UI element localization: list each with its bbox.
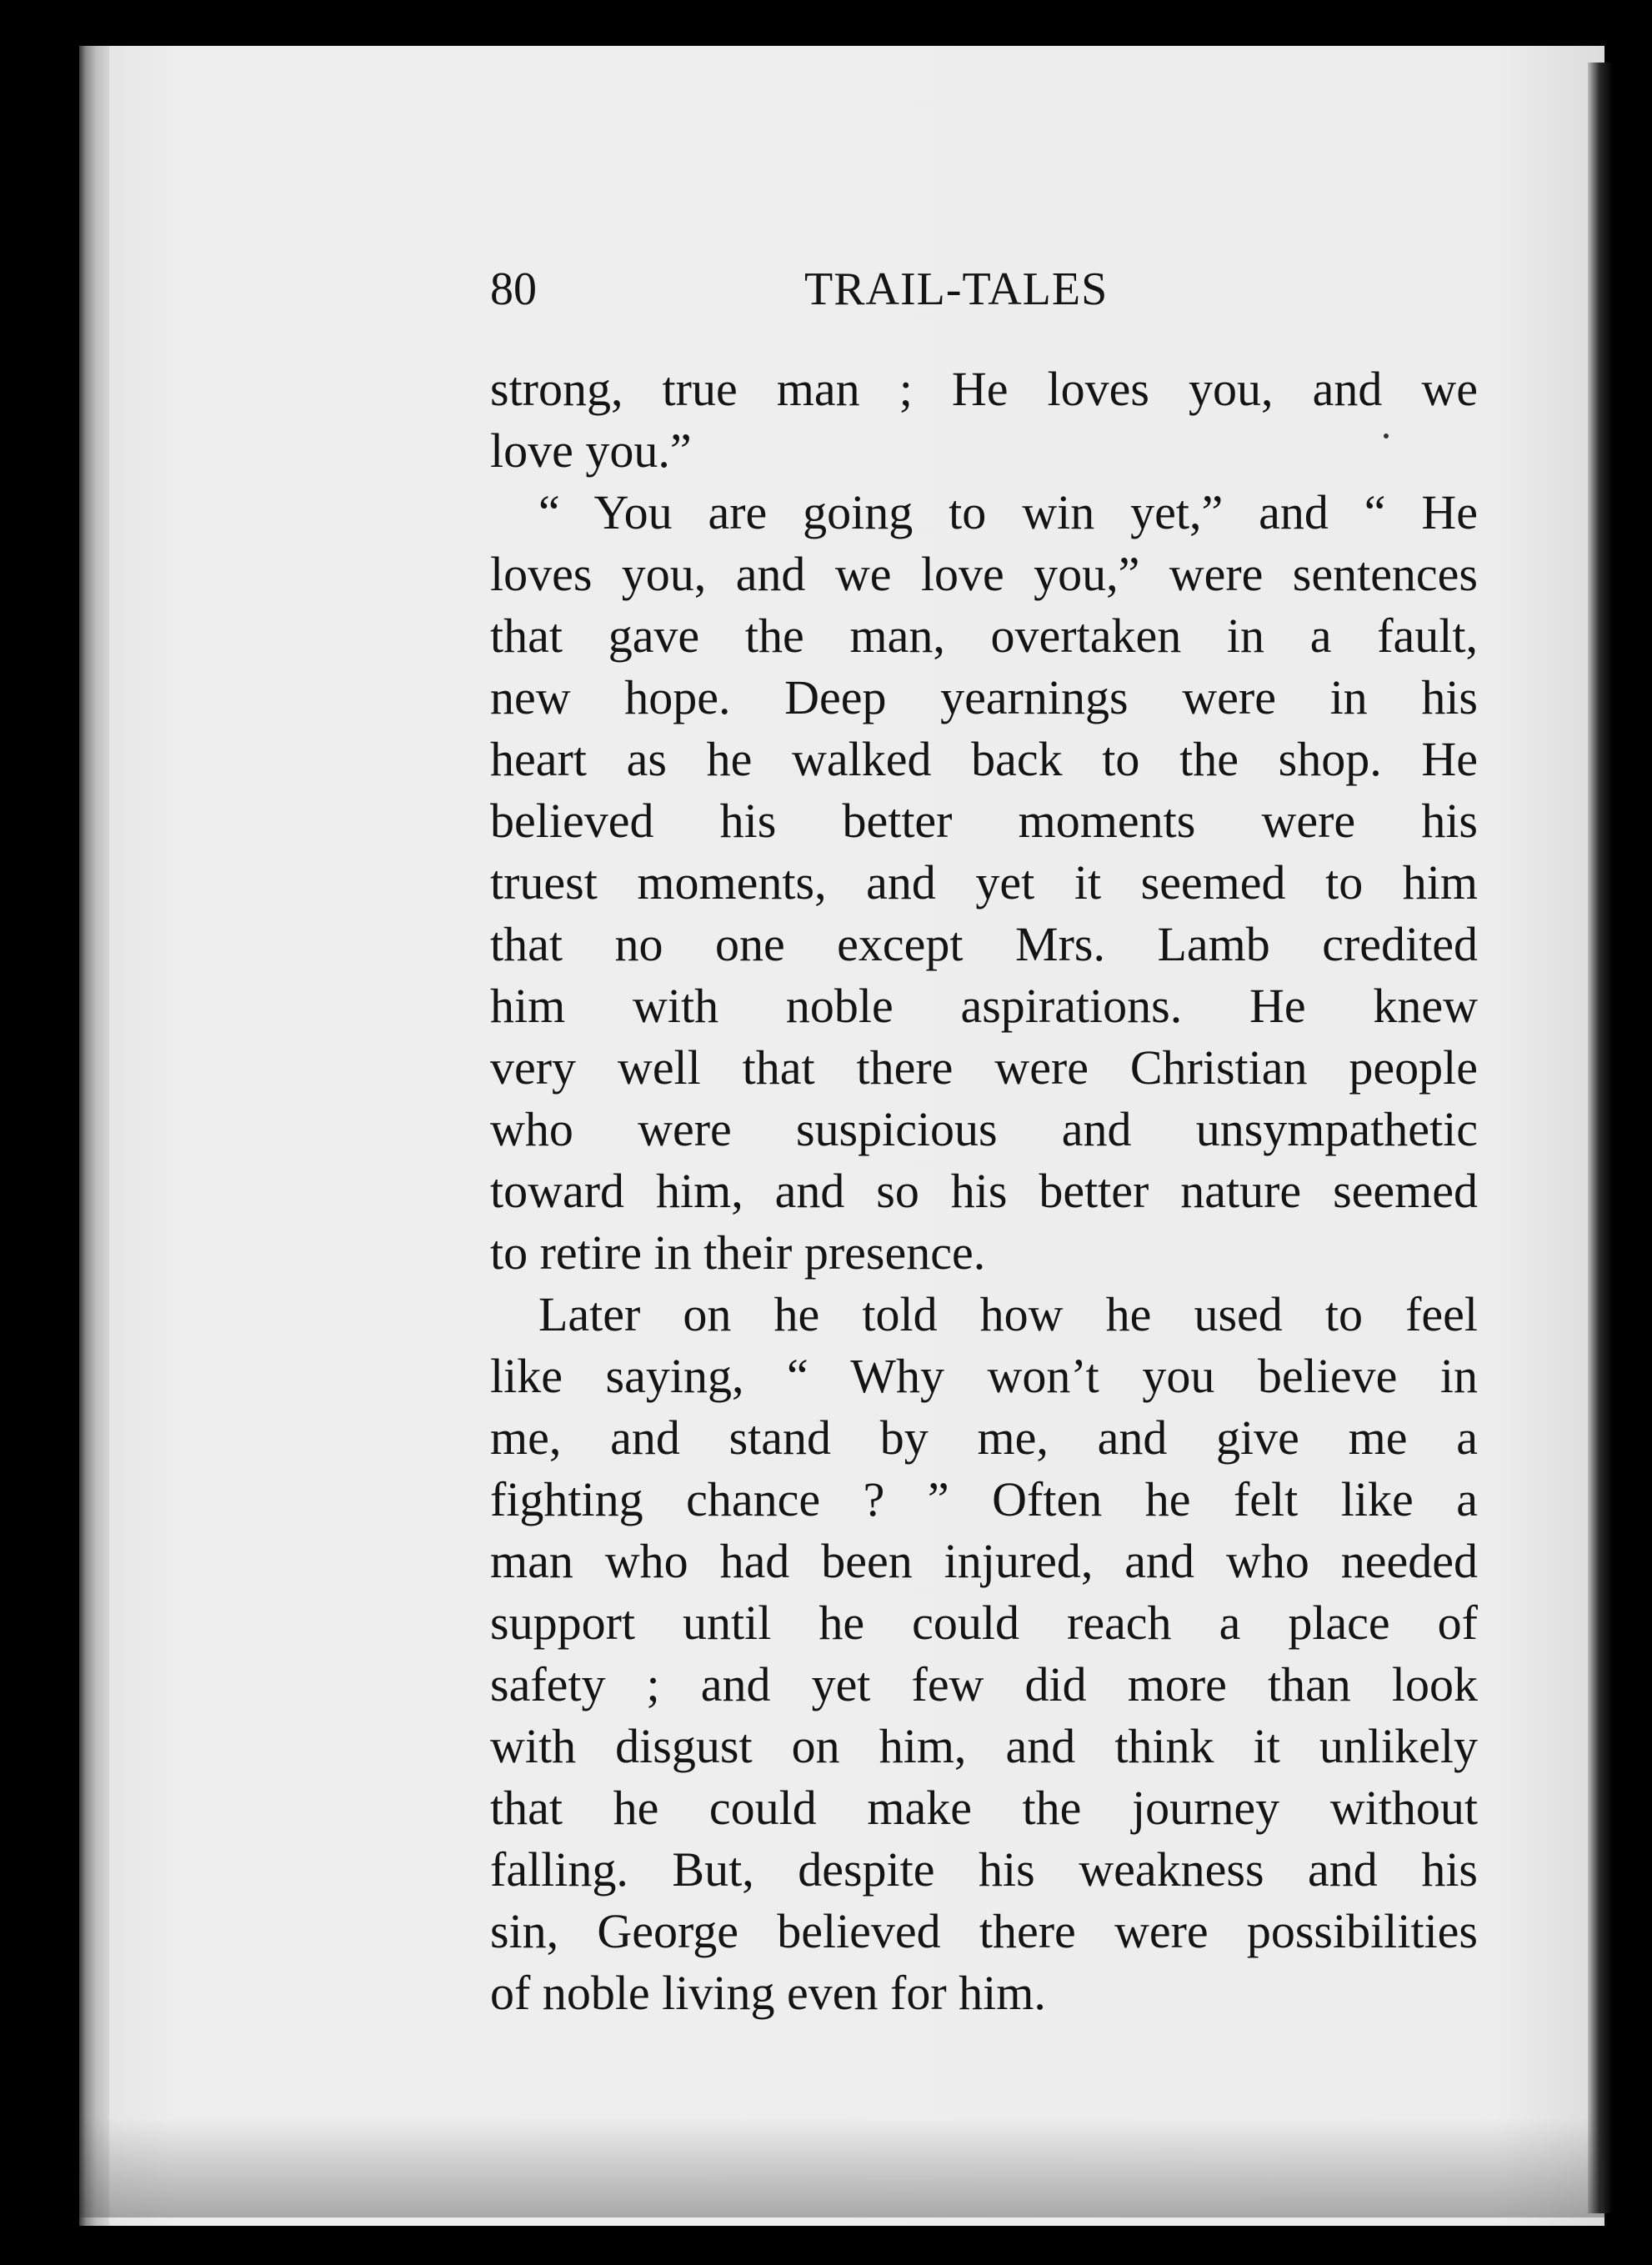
page-binding-edge bbox=[79, 46, 109, 2226]
text-line: Later on he told how he used to feel bbox=[538, 1287, 1478, 1341]
running-head bbox=[490, 260, 1482, 318]
text-line: safety ; and yet few did more than look bbox=[490, 1657, 1478, 1711]
text-line: support until he could reach a place of bbox=[490, 1596, 1478, 1650]
text-line: toward him, and so his better nature seemed bbox=[490, 1164, 1478, 1218]
text-line: loves you, and we love you,” were sentences bbox=[490, 547, 1478, 601]
text-line: falling. But, despite his weakness and his bbox=[490, 1842, 1478, 1897]
text-line: of noble living even for him. bbox=[490, 1966, 1046, 2020]
body-text bbox=[490, 358, 1478, 2024]
text-line: man who had been injured, and who needed bbox=[490, 1534, 1478, 1588]
text-line: sin, George believed there were possibilities bbox=[490, 1904, 1478, 1958]
text-line: like saying, “ Why won’t you believe in bbox=[490, 1349, 1478, 1403]
text-line: strong, true man ; He loves you, and we bbox=[490, 362, 1478, 416]
text-line: to retire in their presence. bbox=[490, 1225, 986, 1280]
text-line: truest moments, and yet it seemed to him bbox=[490, 855, 1478, 910]
book-title: TRAIL-TALES bbox=[804, 263, 1109, 315]
page-right-edge bbox=[1588, 63, 1621, 2213]
page-bottom-shadow bbox=[79, 2117, 1604, 2217]
text-line: very well that there were Christian people bbox=[490, 1040, 1478, 1095]
text-line: me, and stand by me, and give me a bbox=[490, 1411, 1478, 1465]
text-line: who were suspicious and unsympathetic bbox=[490, 1102, 1478, 1156]
text-line: fighting chance ? ” Often he felt like a bbox=[490, 1472, 1478, 1526]
text-line: that gave the man, overtaken in a fault, bbox=[490, 609, 1478, 663]
text-line: that no one except Mrs. Lamb credited bbox=[490, 917, 1478, 971]
text-line: heart as he walked back to the shop. He bbox=[490, 732, 1478, 786]
text-line: believed his better moments were his bbox=[490, 794, 1478, 848]
page-number: 80 bbox=[490, 263, 537, 315]
text-line: “ You are going to win yet,” and “ He bbox=[538, 485, 1478, 539]
text-line: him with noble aspirations. He knew bbox=[490, 979, 1478, 1033]
text-line: new hope. Deep yearnings were in his bbox=[490, 670, 1478, 724]
text-line: love you.” bbox=[490, 423, 692, 478]
text-line: with disgust on him, and think it unlikely bbox=[490, 1719, 1478, 1773]
text-line: that he could make the journey without bbox=[490, 1781, 1478, 1835]
